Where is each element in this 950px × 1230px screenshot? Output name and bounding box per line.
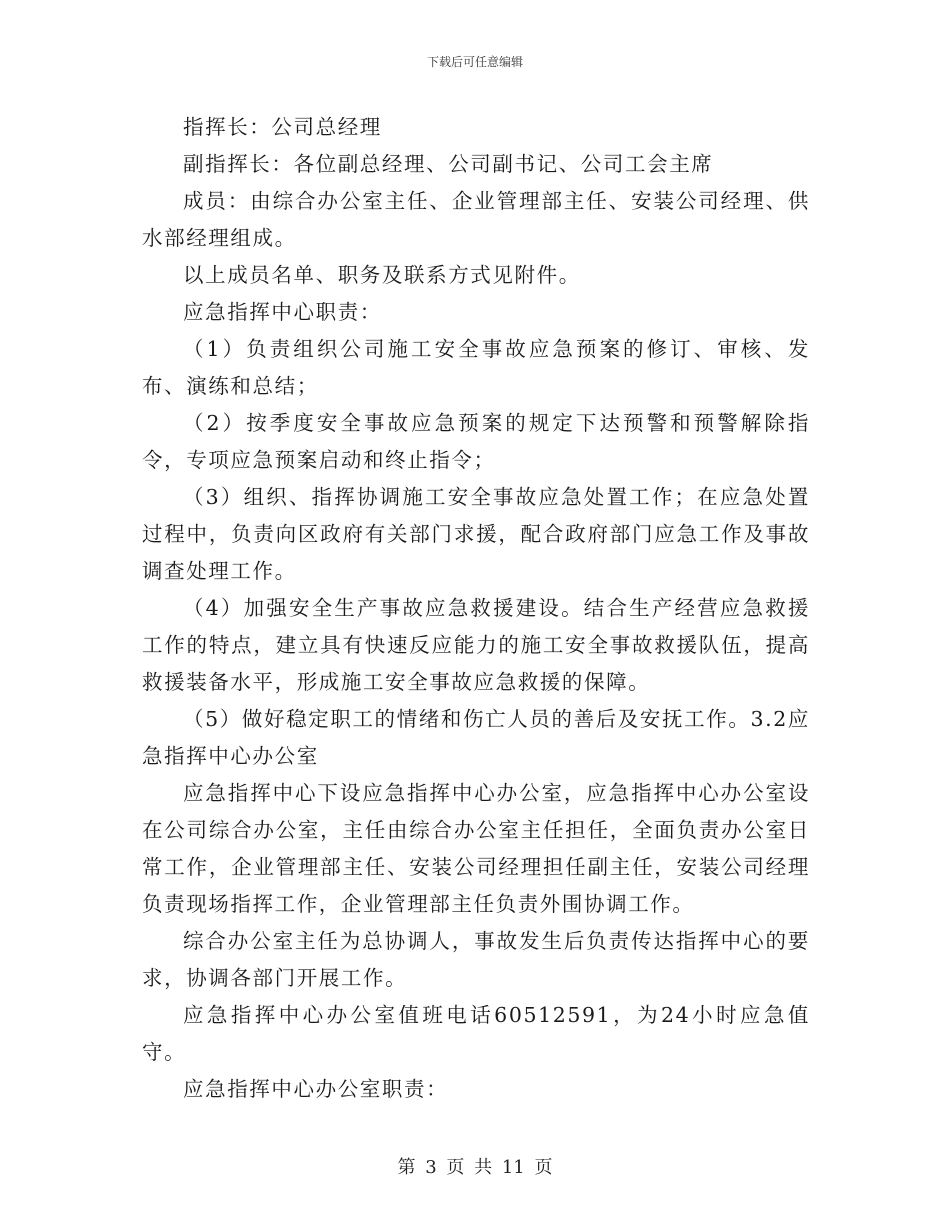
paragraph-commander: 指挥长：公司总经理 xyxy=(183,115,382,139)
document-body xyxy=(142,109,810,1108)
paragraph-duty-4: （4）加强安全生产事故应急救援建设。结合生产经营应急救援工作的特点，建立具有快速反应能力的施工安全事故救援队伍，提高救援装备水平，形成施工安全事故应急救援的保障。 xyxy=(142,596,810,694)
paragraph-duty-2: （2）按季度安全事故应急预案的规定下达预警和预警解除指令，专项应急预案启动和终止指令； xyxy=(142,411,810,472)
paragraph-deputy-commander: 副指挥长：各位副总经理、公司副书记、公司工会主席 xyxy=(183,152,714,176)
paragraph-office-setup: 应急指挥中心下设应急指挥中心办公室，应急指挥中心办公室设在公司综合办公室，主任由综合办公室主任担任，全面负责办公室日常工作，企业管理部主任、安装公司经理担任副主任，安装公司经理负责现场指挥工作，企业管理部主任负责外围协调工作。 xyxy=(142,781,810,916)
page-number: 第 3 页 共 11 页 xyxy=(397,1157,553,1178)
header-note: 下载后可任意编辑 xyxy=(426,55,523,69)
paragraph-member-list-note: 以上成员名单、职务及联系方式见附件。 xyxy=(183,263,581,287)
paragraph-members: 成员：由综合办公室主任、企业管理部主任、安装公司经理、供水部经理组成。 xyxy=(142,189,810,250)
paragraph-office-duties-heading: 应急指挥中心办公室职责： xyxy=(183,1077,449,1101)
paragraph-center-duties-heading: 应急指挥中心职责： xyxy=(183,300,382,324)
paragraph-duty-1: （1）负责组织公司施工安全事故应急预案的修订、审核、发布、演练和总结； xyxy=(142,337,810,398)
paragraph-duty-5: （5）做好稳定职工的情绪和伤亡人员的善后及安抚工作。3.2应急指挥中心办公室 xyxy=(142,707,810,768)
paragraph-duty-3: （3）组织、指挥协调施工安全事故应急处置工作；在应急处置过程中，负责向区政府有关部门求援，配合政府部门应急工作及事故调查处理工作。 xyxy=(142,485,810,583)
paragraph-duty-phone: 应急指挥中心办公室值班电话60512591，为24小时应急值守。 xyxy=(142,1003,810,1064)
paragraph-coordinator: 综合办公室主任为总协调人，事故发生后负责传达指挥中心的要求，协调各部门开展工作。 xyxy=(142,929,810,990)
